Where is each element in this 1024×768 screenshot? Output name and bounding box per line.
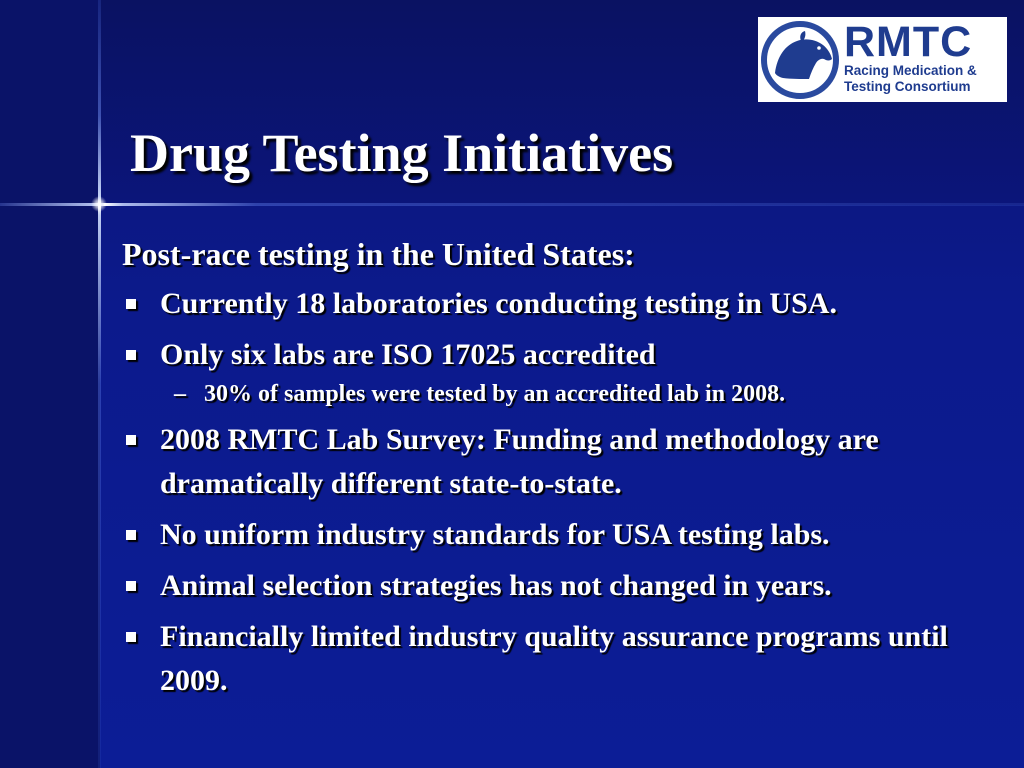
intro-heading: Post-race testing in the United States: xyxy=(122,236,635,272)
bullet-item xyxy=(122,513,1002,557)
bullet-item xyxy=(122,615,1002,703)
square-bullet-icon xyxy=(126,299,136,309)
dash-bullet-icon: – xyxy=(174,381,186,407)
logo-acronym: RMTC xyxy=(844,18,973,66)
slide-title: Drug Testing Initiatives xyxy=(130,123,674,183)
bullet-text: Only six labs are ISO 17025 accredited xyxy=(160,338,656,371)
square-bullet-icon xyxy=(126,435,136,445)
square-bullet-icon xyxy=(126,530,136,540)
bullet-text: Financially limited industry quality assurance programs until 2009. xyxy=(160,620,948,697)
sub-bullet-item xyxy=(122,378,1002,410)
bullet-text: No uniform industry standards for USA testing labs. xyxy=(160,518,830,551)
square-bullet-icon xyxy=(126,632,136,642)
slide-body xyxy=(122,228,1002,710)
bullet-text: Animal selection strategies has not changed in years. xyxy=(160,569,832,602)
horse-head-icon xyxy=(761,21,841,99)
sub-bullet-text: 30% of samples were tested by an accredited lab in 2008. xyxy=(204,381,786,407)
bullet-item xyxy=(122,418,1002,506)
horizontal-light-line xyxy=(0,203,1024,206)
bullet-item xyxy=(122,282,1002,326)
logo-subtitle-line1: Racing Medication & xyxy=(844,63,977,78)
logo-subtitle-line2: Testing Consortium xyxy=(844,79,971,94)
square-bullet-icon xyxy=(126,581,136,591)
square-bullet-icon xyxy=(126,350,136,360)
left-band xyxy=(0,0,100,768)
bullet-text: Currently 18 laboratories conducting testing in USA. xyxy=(160,287,837,320)
bullet-text: 2008 RMTC Lab Survey: Funding and methodology are dramatically different state-to-state. xyxy=(160,423,879,500)
bullet-item xyxy=(122,333,1002,377)
vertical-light-line xyxy=(98,0,101,768)
rmtc-logo xyxy=(758,17,1007,102)
sparkle-icon xyxy=(91,196,107,212)
bullet-item xyxy=(122,564,1002,608)
